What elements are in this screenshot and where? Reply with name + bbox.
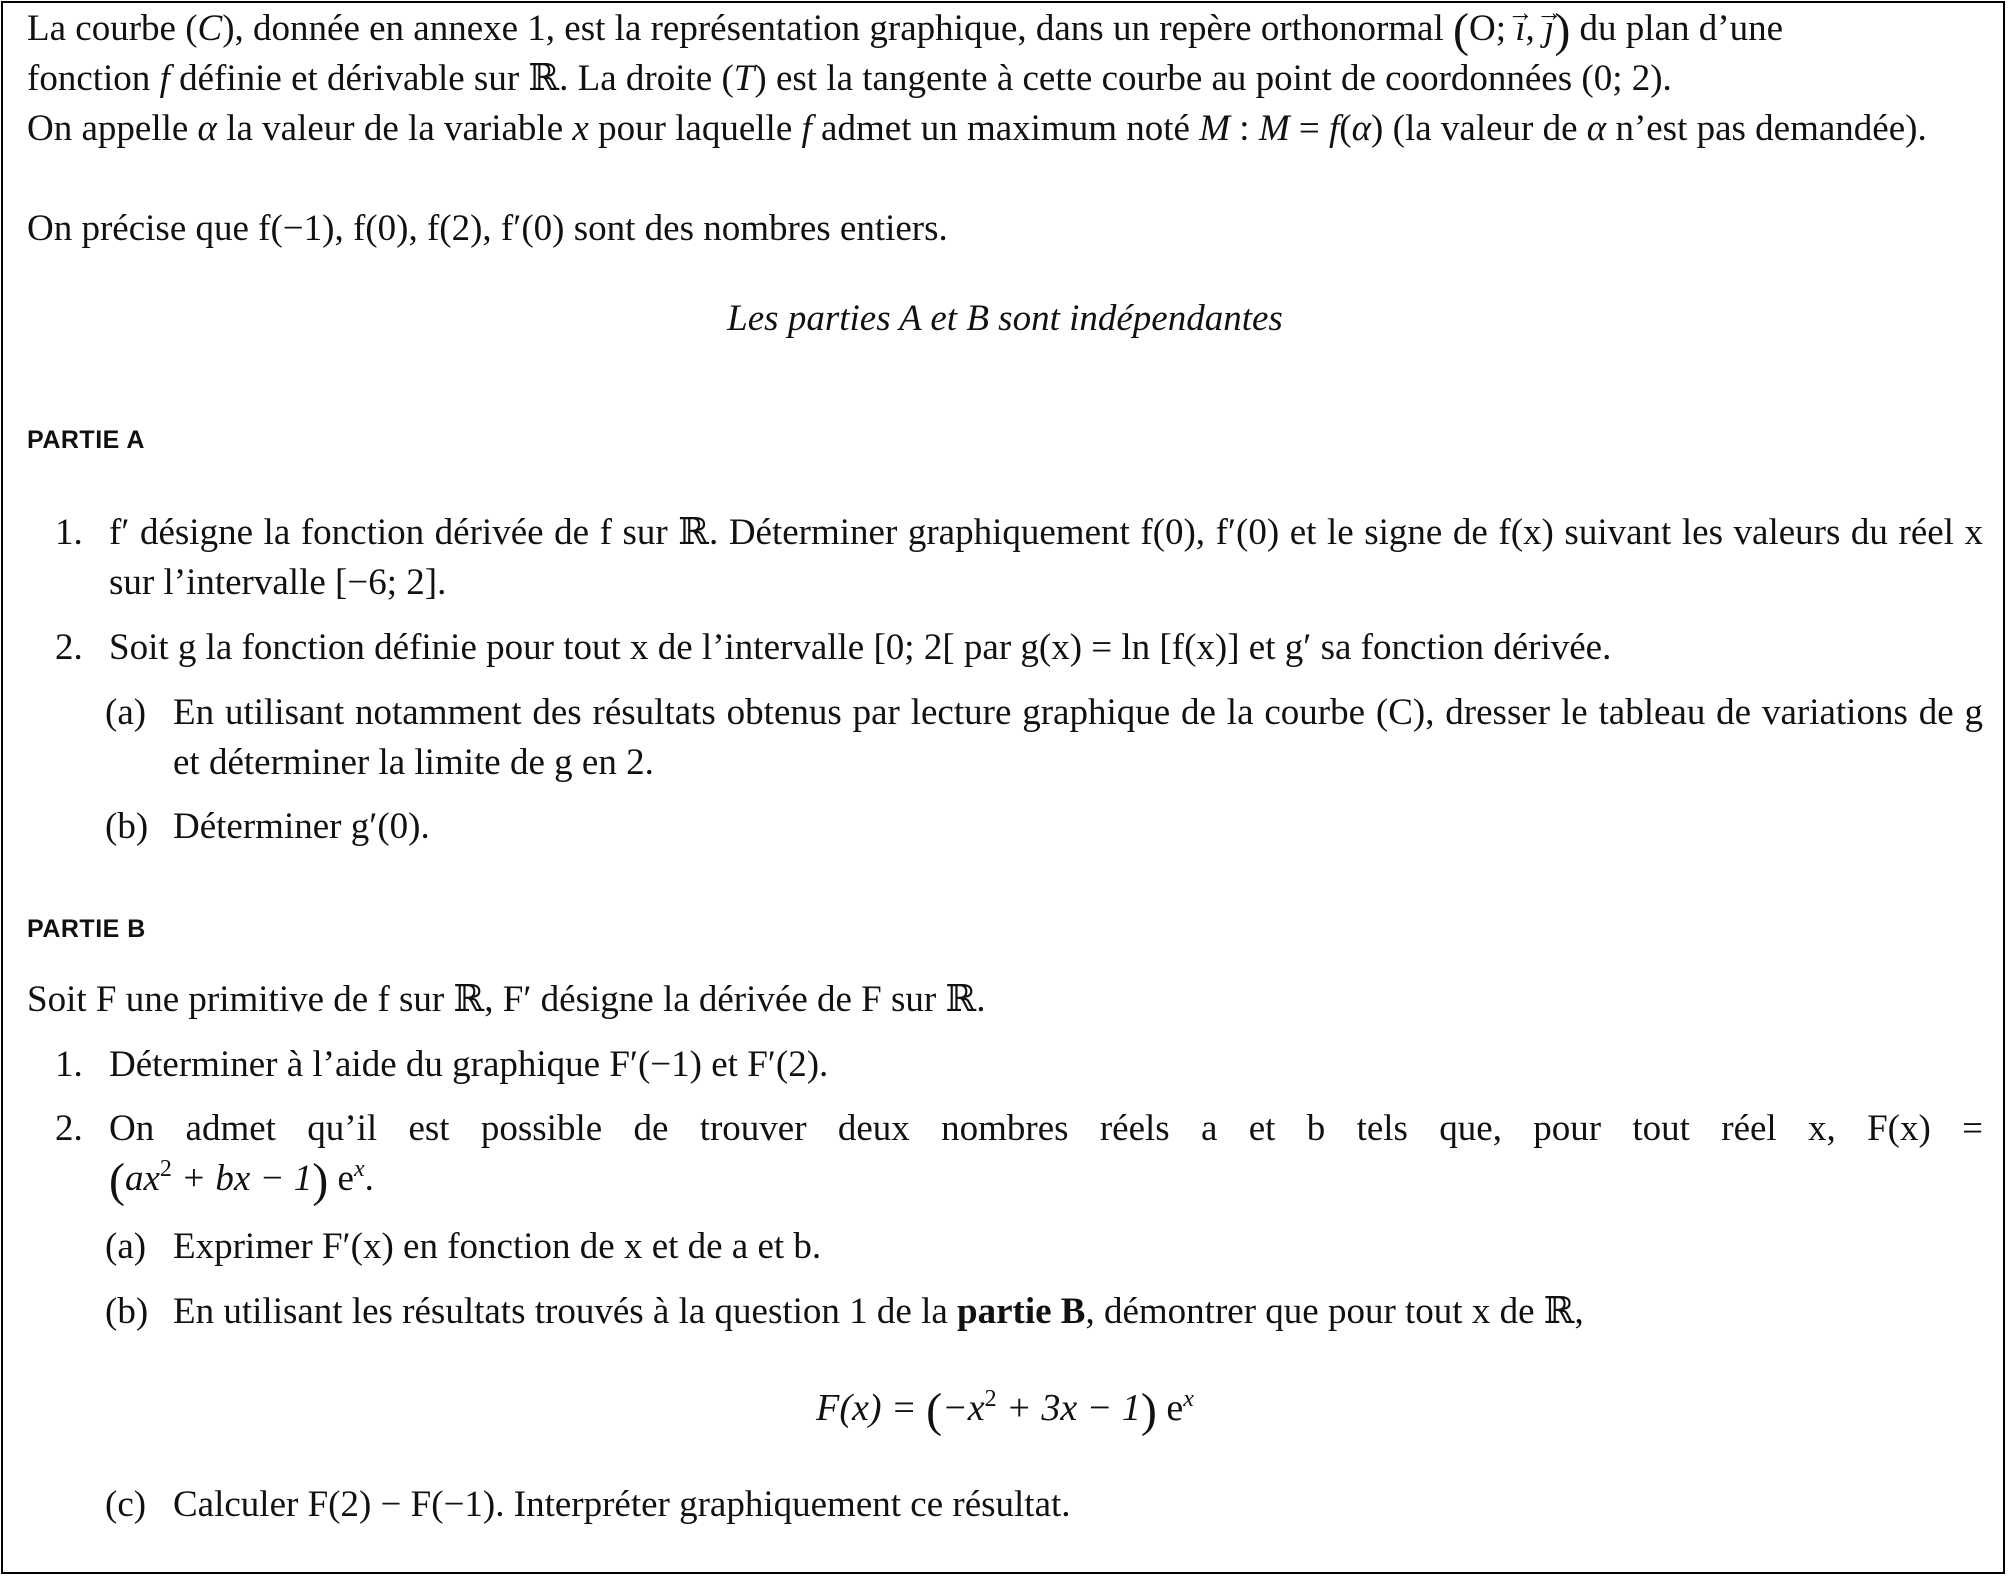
partB-display-formula: $F(x) = (-x^2 + 3x - 1)$ $e^x$ [816,1384,1194,1437]
partB-intro: Soit F une primitive de f sur ℝ, F′ désigne la dérivée de F sur ℝ. [27,979,986,1020]
partA-q2b-text: Déterminer g′(0). [173,806,430,847]
partB-q2-text-line1: On admet qu’il est possible de trouver deux nombres réels a et b tels que, pour tout réel x, F(x) = [109,1108,1983,1149]
partB-q2-text-line2: ($ax^2$ + bx − 1) $e^x$. [109,1154,374,1207]
partA-question-2 [27,623,1983,673]
partB-question-2b: (b) En utilisant les résultats trouvés à la question 1 de la partie B, démontrer que pour tout x de ℝ, [27,1287,1983,1337]
intro-line-3: On appelle α la valeur de la variable x pour laquelle f admet un maximum noté M : M = f(α) (la valeur de α n’est pas demandée). [27,108,1927,149]
partB-question-1 [27,1040,1983,1090]
partA-q1-text: f′ désigne la fonction dérivée de f sur ℝ. Déterminer graphiquement f(0), f′(0) et le signe de f(x) suivant les valeurs du réel x sur l’intervalle [−6; 2]. [109,512,1983,603]
partA-q2-number: 2. [55,627,83,668]
partB-q1-text: Déterminer à l’aide du graphique F′(−1) et F′(2). [109,1044,829,1085]
intro-line-1: La courbe (C), donnée en annexe 1, est la représentation graphique, dans un repère orthonormal (O; → ı, → ȷ) du plan d’une [27,4,1983,54]
partB-q2c-text: Calculer F(2) − F(−1). Interpréter graphiquement ce résultat. [173,1484,1071,1525]
partA-q2a-number: (a) [105,692,147,733]
partB-q2a-number: (a) [105,1226,147,1267]
partA-q1-number: 1. [55,512,83,553]
partA-q2-text: Soit g la fonction définie pour tout x de l’intervalle [0; 2[ par g(x) = ln [f(x)] et g′ sa fonction dérivée. [109,627,1612,668]
partB-q2-number: 2. [55,1108,83,1149]
partB-question-2 [27,1104,1983,1207]
partA-question-1 [27,508,1983,608]
parts-independent-note: Les parties A et B sont indépendantes [727,298,1283,339]
intro-line-4: On précise que f(−1), f(0), f(2), f′(0) sont des nombres entiers. [27,208,948,249]
partB-question-2c [27,1480,1983,1530]
partB-reference-bold: partie B [957,1291,1086,1332]
partA-question-2b [27,802,1983,852]
partB-q2a-text: Exprimer F′(x) en fonction de x et de a et b. [173,1226,822,1267]
intro-line-2: fonction f définie et dérivable sur ℝ. La droite (T) est la tangente à cette courbe au point de coordonnées (0; 2). [27,58,1672,99]
partA-question-2a [27,688,1983,788]
partB-q2c-number: (c) [105,1484,147,1525]
partB-heading: PARTIE B [27,915,146,943]
partA-q2b-number: (b) [105,806,149,847]
partB-question-2a [27,1222,1983,1272]
partB-q2b-number: (b) [105,1291,149,1332]
partA-heading: PARTIE A [27,426,145,454]
partA-q2a-text: En utilisant notamment des résultats obtenus par lecture graphique de la courbe (C), dresser le tableau de variations de g et déterminer la limite de g en 2. [173,692,1983,783]
partB-q1-number: 1. [55,1044,83,1085]
